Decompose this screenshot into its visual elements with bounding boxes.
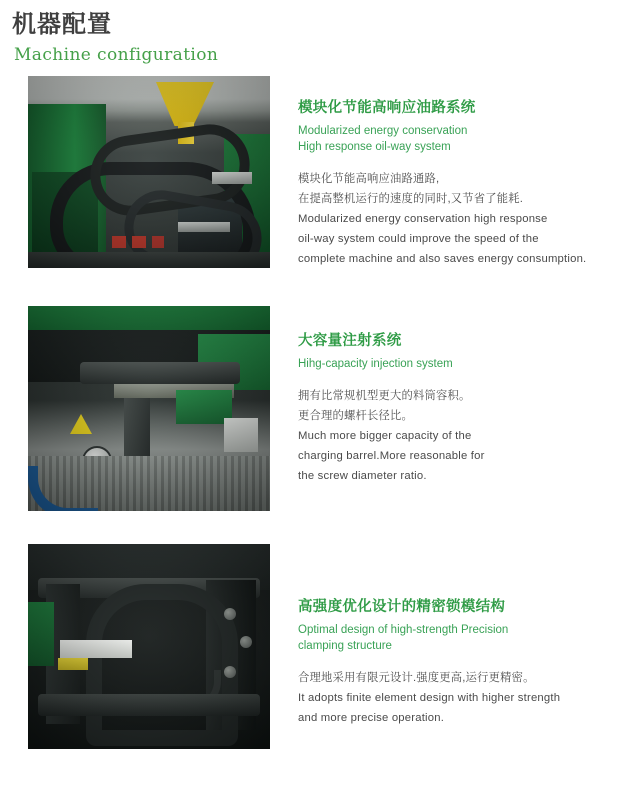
section-heading-en-line2: High response oil-way system <box>298 141 451 153</box>
yellow-label <box>58 658 88 670</box>
body-line: 更合理的螺杆长径比。 <box>298 410 413 422</box>
page-header <box>0 0 640 68</box>
green-top-cover <box>28 306 270 332</box>
blue-hose <box>28 466 98 511</box>
injection-system-photo <box>28 306 270 511</box>
section-body <box>298 668 598 728</box>
section-text-clamping <box>298 544 598 728</box>
white-control-box <box>224 418 258 452</box>
bolt-head-1 <box>224 608 236 620</box>
bolt-head-3 <box>224 666 236 678</box>
support-pillar <box>124 398 150 458</box>
section-oil-way-system <box>0 76 640 269</box>
metal-fitting-lower <box>178 222 230 232</box>
body-line: 模块化节能高响应油路通路, <box>298 173 440 185</box>
section-body <box>298 386 598 486</box>
body-line: complete machine and also saves energy consumption. <box>298 253 587 265</box>
body-line: 合理地采用有限元设计.强度更高,运行更精密。 <box>298 672 535 684</box>
tie-bar-lower <box>38 694 260 716</box>
toggle-link-arc <box>86 584 238 746</box>
section-heading-en-line1: Optimal design of high-strength Precision <box>298 624 509 636</box>
page-subtitle: Machine configuration <box>14 45 219 65</box>
section-body <box>298 169 598 269</box>
section-heading-en-line2: clamping structure <box>298 640 392 652</box>
body-line: Much more bigger capacity of the <box>298 430 472 442</box>
section-heading-en-line1: Hihg-capacity injection system <box>298 358 453 370</box>
oil-way-system-photo <box>28 76 270 268</box>
charging-barrel <box>80 362 240 384</box>
machine-base-plate <box>28 252 270 268</box>
bolt-head-2 <box>240 636 252 648</box>
red-valve-2 <box>132 236 146 248</box>
section-heading-cn: 高强度优化设计的精密锁模结构 <box>298 599 506 615</box>
green-side-panel <box>28 602 54 666</box>
red-valve-3 <box>152 236 164 248</box>
body-line: oil-way system could improve the speed of the <box>298 233 539 245</box>
body-line: and more precise operation. <box>298 712 445 724</box>
section-heading-en-line1: Modularized energy conservation <box>298 125 468 137</box>
section-heading-cn: 模块化节能高响应油路系统 <box>298 100 476 116</box>
section-injection-system <box>0 306 640 511</box>
body-line: It adopts finite element design with higher strength <box>298 692 561 704</box>
section-text-oil-way <box>298 76 598 269</box>
body-line: 拥有比常规机型更大的料筒容积。 <box>298 390 471 402</box>
clamping-structure-photo <box>28 544 270 749</box>
body-line: charging barrel.More reasonable for <box>298 450 485 462</box>
red-valve-1 <box>112 236 126 248</box>
white-label <box>60 640 132 658</box>
section-clamping-structure <box>0 544 640 749</box>
section-heading-cn: 大容量注射系统 <box>298 333 402 349</box>
body-line: 在提高整机运行的速度的同时,又节省了能耗. <box>298 193 524 205</box>
body-line: the screw diameter ratio. <box>298 470 427 482</box>
metal-fitting-upper <box>212 172 252 184</box>
body-line: Modularized energy conservation high response <box>298 213 548 225</box>
page-title: 机器配置 <box>12 11 112 38</box>
section-text-injection <box>298 306 598 486</box>
